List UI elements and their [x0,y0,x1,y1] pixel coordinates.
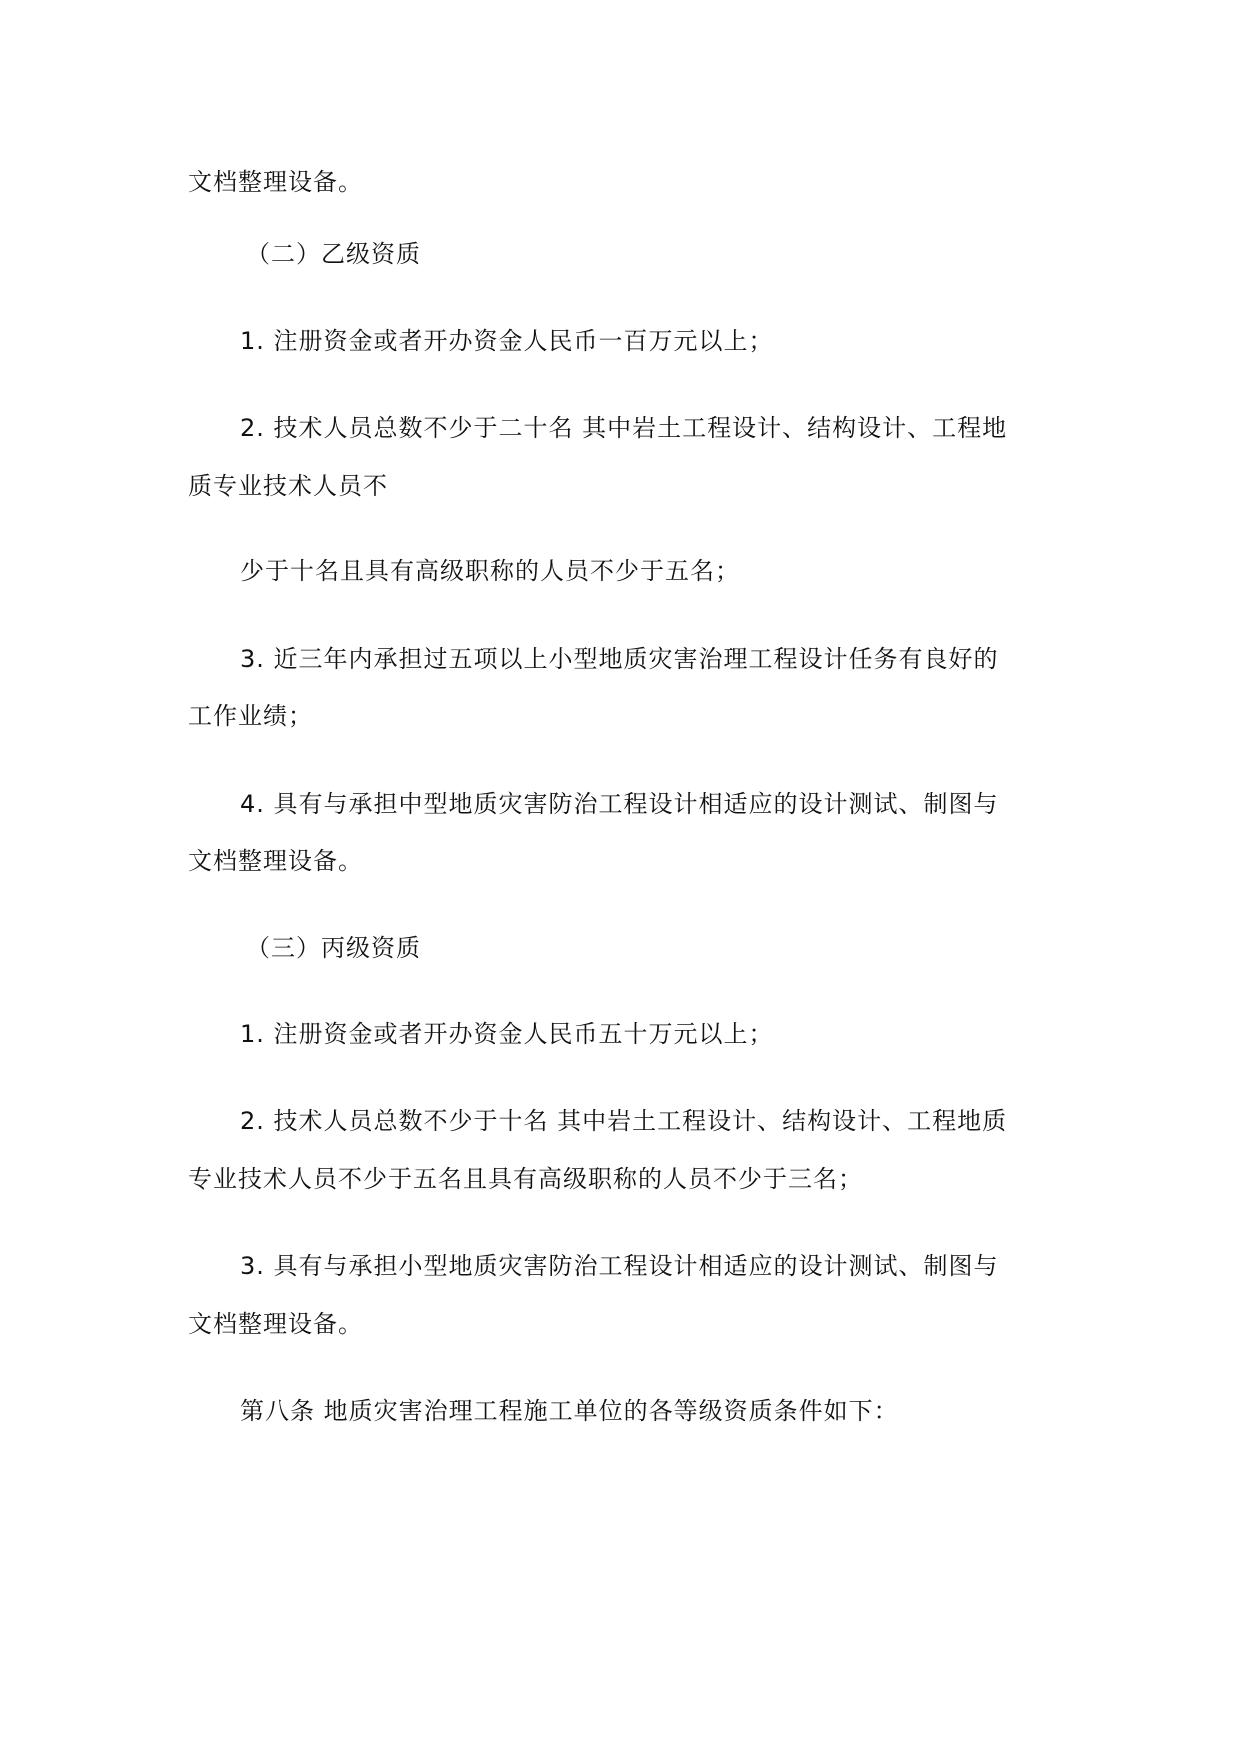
text-line: 3. 具有与承担小型地质灾害防治工程设计相适应的设计测试、制图与 [240,1252,999,1280]
text-line: 2. 技术人员总数不少于二十名 其中岩土工程设计、结构设计、工程地 [240,414,1008,442]
text-line: 1. 注册资金或者开办资金人民币五十万元以上； [240,1020,774,1048]
section-heading-grade-c: （三）丙级资质 [246,934,421,962]
section-heading-grade-b: （二）乙级资质 [246,240,421,268]
text-line: 文档整理设备。 [188,847,363,875]
text-line: 文档整理设备。 [188,168,363,196]
text-line: 1. 注册资金或者开办资金人民币一百万元以上； [240,327,774,355]
text-line: 工作业绩； [188,702,313,730]
text-line: 4. 具有与承担中型地质灾害防治工程设计相适应的设计测试、制图与 [240,790,999,818]
text-line: 少于十名且具有高级职称的人员不少于五名； [240,557,740,585]
article-heading: 第八条 地质灾害治理工程施工单位的各等级资质条件如下： [240,1397,899,1425]
text-line: 2. 技术人员总数不少于十名 其中岩土工程设计、结构设计、工程地质 [240,1107,1008,1135]
text-line: 3. 近三年内承担过五项以上小型地质灾害治理工程设计任务有良好的 [240,645,999,673]
text-line: 文档整理设备。 [188,1310,363,1338]
text-line: 专业技术人员不少于五名且具有高级职称的人员不少于三名； [188,1165,863,1193]
text-line: 质专业技术人员不 [188,472,388,500]
